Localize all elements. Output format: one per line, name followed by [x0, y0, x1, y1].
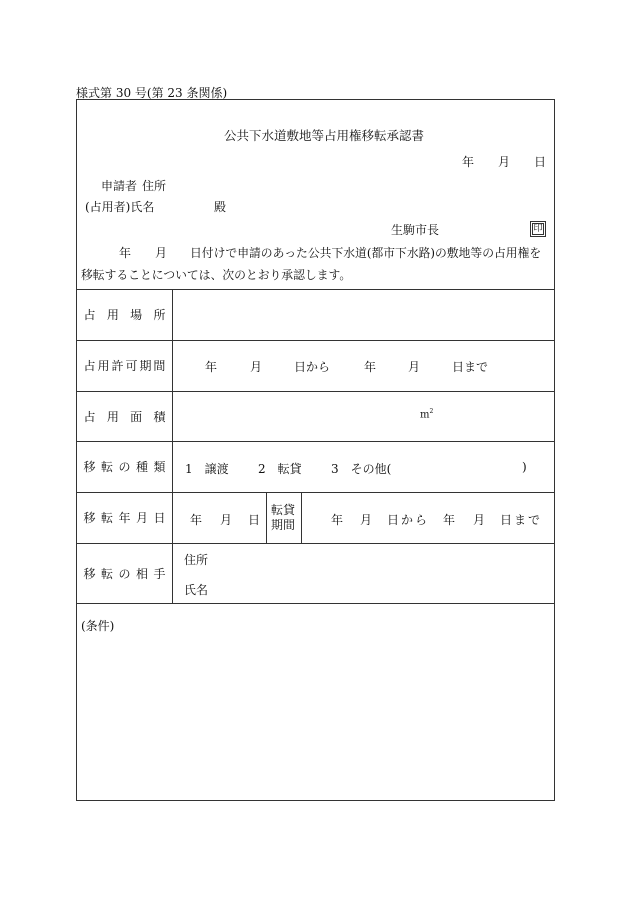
- label-char: 用: [106, 409, 119, 424]
- label-char: 月: [135, 511, 148, 525]
- document-title: 公共下水道敷地等占用権移転承認書: [224, 128, 425, 143]
- row-rule-6: [77, 603, 554, 604]
- transfer-day: 日: [248, 513, 261, 527]
- issue-date-month: 月: [498, 155, 511, 169]
- body-year: 年: [119, 246, 132, 260]
- area-unit: [420, 408, 433, 420]
- label-char: 手: [153, 566, 166, 581]
- transfer-year: 年: [190, 513, 203, 527]
- label-char: 所: [153, 308, 166, 322]
- option-transfer: 1 譲渡: [185, 462, 229, 476]
- unit-superscript: 2: [429, 408, 434, 415]
- permit-end-month: 月: [408, 360, 421, 374]
- permit-period-label: [77, 340, 172, 391]
- sublet-start-year: 年: [331, 513, 344, 527]
- counterparty-name-label: 氏名: [184, 583, 209, 597]
- label-char: 転: [100, 511, 113, 525]
- sublet-end-day: 日まで: [500, 513, 543, 527]
- label-char: 移: [83, 566, 96, 581]
- form-number: 様式第 30 号(第 23 条関係): [76, 86, 228, 100]
- issue-date-day: 日: [534, 155, 547, 169]
- applicant-address-label: 住所: [142, 179, 167, 193]
- label-char: 転: [100, 460, 113, 474]
- occupant-name-label: (占用者)氏名: [85, 200, 155, 214]
- permit-end-year: 年: [364, 360, 377, 374]
- sublet-end-year: 年: [443, 513, 456, 527]
- sublet-period-label: [271, 503, 295, 533]
- body-month: 月: [155, 246, 168, 260]
- label-char: の: [118, 566, 131, 581]
- issue-date-year: 年: [462, 155, 475, 169]
- issuer-name: 生駒市長: [391, 223, 440, 237]
- label-char: 移: [83, 511, 96, 525]
- transfer-type-label: [77, 441, 172, 492]
- label-char: 年: [118, 511, 131, 525]
- sublet-start-month: 月: [360, 513, 373, 527]
- location-label: [77, 289, 172, 340]
- option-other: 3 その他(: [331, 462, 392, 476]
- label-char: 移: [83, 460, 96, 474]
- sublet-right-rule: [301, 492, 302, 543]
- label-char: 可: [125, 359, 138, 373]
- sublet-label-line-2: 期間: [271, 518, 296, 532]
- permit-start-month: 月: [250, 360, 263, 374]
- transfer-date-label: [77, 492, 172, 543]
- approval-form-frame: [76, 99, 555, 801]
- body-line-2: 移転することについては、次のとおり承認します。: [81, 268, 352, 282]
- label-char: 用: [97, 359, 110, 373]
- option-sublet: 2 転貸: [258, 462, 302, 476]
- label-column-rule: [172, 289, 173, 603]
- body-line-1: 日付けで申請のあった公共下水道(都市下水路)の敷地等の占用権を: [190, 246, 542, 260]
- label-char: 日: [153, 511, 166, 525]
- label-char: 占: [83, 359, 96, 373]
- label-char: 積: [153, 409, 166, 424]
- permit-start-year: 年: [205, 360, 218, 374]
- seal-text: 印: [533, 224, 543, 234]
- sublet-label-line-1: 転貸: [271, 503, 296, 517]
- conditions-label: (条件): [81, 619, 115, 633]
- sublet-left-rule: [266, 492, 267, 543]
- sublet-start-day: 日から: [387, 513, 430, 527]
- permit-end-day: 日まで: [452, 360, 489, 374]
- seal-mark: [530, 221, 546, 237]
- counterparty-address-label: 住所: [184, 553, 209, 567]
- permit-start-day: 日から: [294, 360, 331, 374]
- label-char: 間: [153, 359, 166, 373]
- option-other-close: ): [522, 460, 527, 474]
- honorific: 殿: [214, 200, 227, 214]
- label-char: 占: [83, 409, 96, 424]
- label-char: 種: [135, 460, 148, 474]
- label-char: 類: [153, 460, 166, 474]
- transfer-month: 月: [220, 513, 233, 527]
- label-char: 相: [135, 566, 148, 581]
- label-char: 場: [130, 308, 143, 322]
- label-char: 期: [139, 359, 152, 373]
- unit-text: m: [420, 409, 430, 421]
- label-char: 転: [100, 566, 113, 581]
- sublet-end-month: 月: [473, 513, 486, 527]
- label-char: 占: [83, 308, 96, 322]
- applicant-label: 申請者: [101, 179, 138, 193]
- counterparty-label: [77, 543, 172, 603]
- area-label: [77, 391, 172, 441]
- label-char: 用: [106, 308, 119, 322]
- label-char: 許: [111, 359, 124, 373]
- label-char: 面: [130, 409, 143, 424]
- label-char: の: [118, 460, 131, 474]
